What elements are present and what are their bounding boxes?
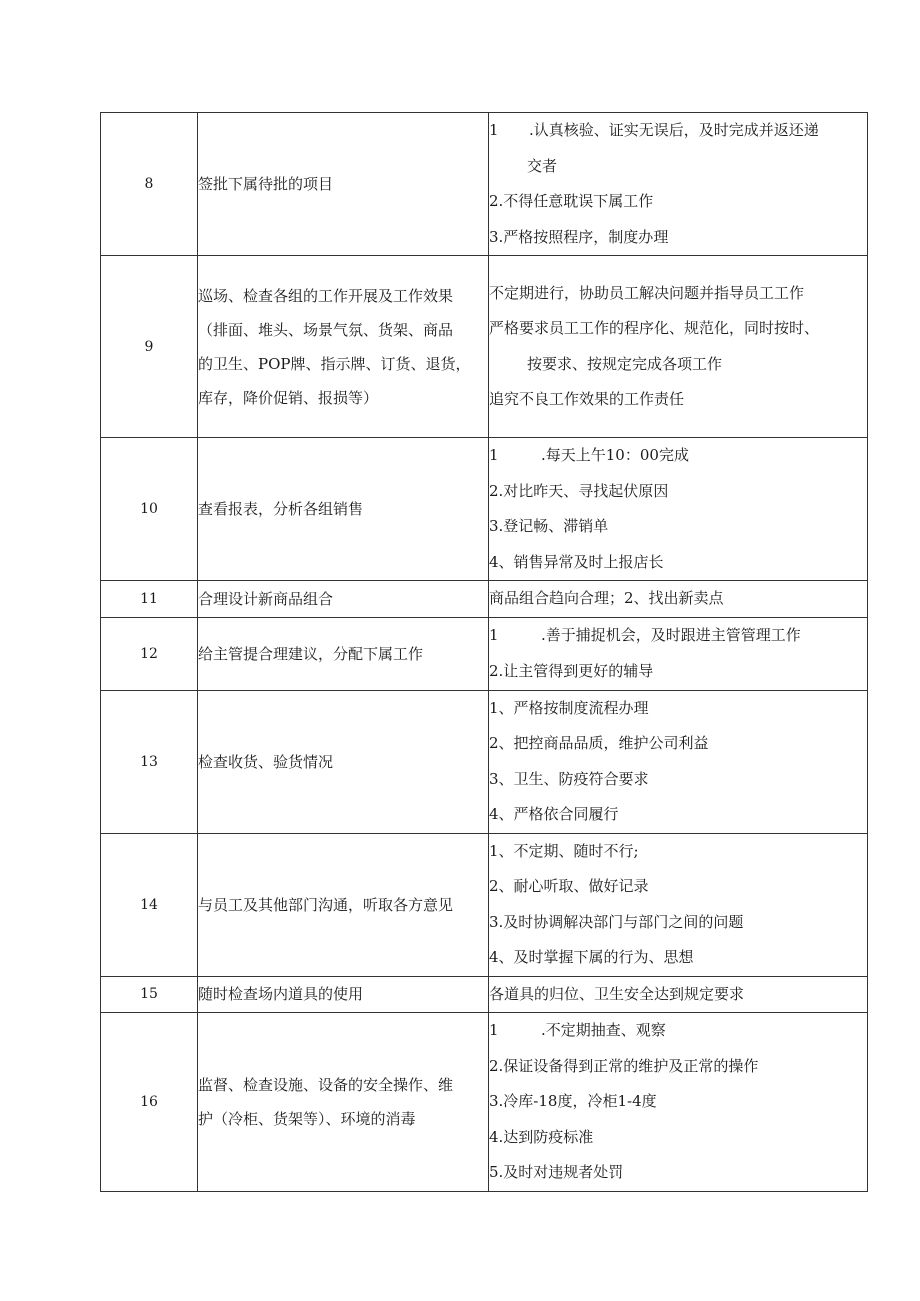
standard-cell xyxy=(489,113,868,256)
task-cell xyxy=(198,581,489,618)
standard-item xyxy=(489,1155,867,1191)
standard-cell xyxy=(489,438,868,581)
standard-item xyxy=(489,474,867,510)
standard-text: 4、严格依合同履行 xyxy=(489,805,619,823)
standard-text: .善于捕捉机会，及时跟进主管管理工作 xyxy=(541,626,801,644)
table-row xyxy=(101,256,868,438)
standard-text: 2、把控商品品质，维护公司利益 xyxy=(489,734,709,752)
row-number: 16 xyxy=(101,1013,198,1192)
task-text: 护（冷柜、货架等）、环境的消毒 xyxy=(198,1109,416,1128)
task-cell xyxy=(198,113,489,256)
task-text: 签批下属待批的项目 xyxy=(198,175,334,193)
standard-text: 2.不得任意耽误下属工作 xyxy=(489,192,654,210)
standard-item xyxy=(489,762,867,798)
task-text: 的卫生、POP牌、指示牌、订货、退货， xyxy=(198,354,471,373)
standard-text: .不定期抽查、观察 xyxy=(541,1021,666,1039)
standard-item xyxy=(489,149,867,185)
standard-text: 严格要求员工工作的程序化、规范化，同时按时、 xyxy=(489,319,820,337)
table-row xyxy=(101,1013,868,1192)
table-row xyxy=(101,113,868,256)
row-number: 12 xyxy=(101,617,198,690)
standard-item xyxy=(489,1013,867,1049)
table-row xyxy=(101,617,868,690)
row-number: 15 xyxy=(101,976,198,1013)
standard-text: 2.让主管得到更好的辅导 xyxy=(489,661,654,680)
standard-item xyxy=(489,581,867,617)
table-row xyxy=(101,690,868,833)
standard-text: 3.登记畅、滞销单 xyxy=(489,517,609,535)
standard-item xyxy=(489,382,867,418)
standard-item xyxy=(489,311,867,347)
task-text: 查看报表，分析各组销售 xyxy=(198,500,364,518)
task-text: 给主管提合理建议，分配下属工作 xyxy=(198,644,424,663)
row-number: 14 xyxy=(101,833,198,976)
table-row xyxy=(101,581,868,618)
standard-cell xyxy=(489,1013,868,1192)
standard-cell xyxy=(489,256,868,438)
standard-item xyxy=(489,438,867,474)
duty-table xyxy=(100,112,868,1192)
standard-text: 交者 xyxy=(527,156,558,175)
table-row xyxy=(101,976,868,1013)
standard-item xyxy=(489,545,867,581)
standard-item xyxy=(489,726,867,762)
standard-item xyxy=(489,1049,867,1085)
standard-cell xyxy=(489,690,868,833)
task-text: 随时检查场内道具的使用 xyxy=(198,985,364,1004)
standard-item xyxy=(489,184,867,220)
row-number: 10 xyxy=(101,438,198,581)
standard-item xyxy=(489,654,867,690)
item-number: 1 xyxy=(489,626,499,644)
standard-text: 4.达到防疫标准 xyxy=(489,1127,594,1146)
task-cell xyxy=(198,617,489,690)
standard-text: 追究不良工作效果的工作责任 xyxy=(489,390,685,408)
task-cell xyxy=(198,976,489,1013)
standard-text: 5.及时对违规者处罚 xyxy=(489,1163,624,1181)
standard-item xyxy=(489,113,867,149)
row-number: 9 xyxy=(101,256,198,438)
standard-text: 3、卫生、防疫符合要求 xyxy=(489,769,649,788)
standard-text: 4、销售异常及时上报店长 xyxy=(489,552,664,571)
standard-text: 2、耐心听取、做好记录 xyxy=(489,877,649,895)
standard-text: 3.严格按照程序，制度办理 xyxy=(489,227,669,246)
row-number: 13 xyxy=(101,690,198,833)
standard-cell xyxy=(489,581,868,618)
row-number: 8 xyxy=(101,113,198,256)
table-row xyxy=(101,833,868,976)
task-text: 巡场、检查各组的工作开展及工作效果 xyxy=(198,286,454,305)
standard-cell xyxy=(489,833,868,976)
standard-text: 1、不定期、随时不行; xyxy=(489,841,639,860)
standard-cell xyxy=(489,617,868,690)
duty-table-body xyxy=(101,113,868,1192)
table-row xyxy=(101,438,868,581)
standard-item xyxy=(489,940,867,976)
item-number: 1 xyxy=(489,121,499,139)
standard-text: 按要求、按规定完成各项工作 xyxy=(527,354,723,373)
standard-item xyxy=(489,276,867,312)
standard-text: 1、严格按制度流程办理 xyxy=(489,698,649,717)
standard-item xyxy=(489,347,867,383)
task-text: 库存，降价促销、报损等） xyxy=(198,388,379,407)
standard-item xyxy=(489,220,867,256)
task-text: （排面、堆头、场景气氛、货架、商品 xyxy=(198,320,454,339)
standard-item xyxy=(489,905,867,941)
standard-text: 不定期进行，协助员工解决问题并指导员工工作 xyxy=(489,283,805,302)
standard-item xyxy=(489,509,867,545)
standard-text: 2.保证设备得到正常的维护及正常的操作 xyxy=(489,1056,759,1075)
task-text: 检查收货、验货情况 xyxy=(198,752,334,771)
task-cell xyxy=(198,256,489,438)
item-number: 1 xyxy=(489,446,499,464)
task-text: 与员工及其他部门沟通，听取各方意见 xyxy=(198,895,454,914)
item-number: 1 xyxy=(489,1021,499,1039)
task-cell xyxy=(198,833,489,976)
task-text: 合理设计新商品组合 xyxy=(198,589,334,608)
task-text: 监督、检查设施、设备的安全操作、维 xyxy=(198,1075,454,1094)
task-cell xyxy=(198,690,489,833)
standard-item xyxy=(489,977,867,1013)
standard-text: 4、及时掌握下属的行为、思想 xyxy=(489,948,694,966)
standard-text: 3.及时协调解决部门与部门之间的问题 xyxy=(489,912,744,931)
standard-text: .每天上午10：00完成 xyxy=(541,446,689,464)
task-cell xyxy=(198,1013,489,1192)
standard-item xyxy=(489,1120,867,1156)
task-cell xyxy=(198,438,489,581)
standard-text: 商品组合趋向合理；2、找出新卖点 xyxy=(489,589,724,607)
standard-item xyxy=(489,834,867,870)
standard-item xyxy=(489,691,867,727)
standard-text: .认真核验、证实无误后，及时完成并返还递 xyxy=(529,121,819,139)
standard-cell xyxy=(489,976,868,1013)
standard-item xyxy=(489,797,867,833)
standard-text: 2.对比昨天、寻找起伏原因 xyxy=(489,481,669,500)
standard-text: 3.冷库-18度，冷柜1-4度 xyxy=(489,1092,657,1110)
standard-item xyxy=(489,1084,867,1120)
standard-item xyxy=(489,869,867,905)
standard-text: 各道具的归位、卫生安全达到规定要求 xyxy=(489,984,745,1003)
row-number: 11 xyxy=(101,581,198,618)
standard-item xyxy=(489,618,867,654)
